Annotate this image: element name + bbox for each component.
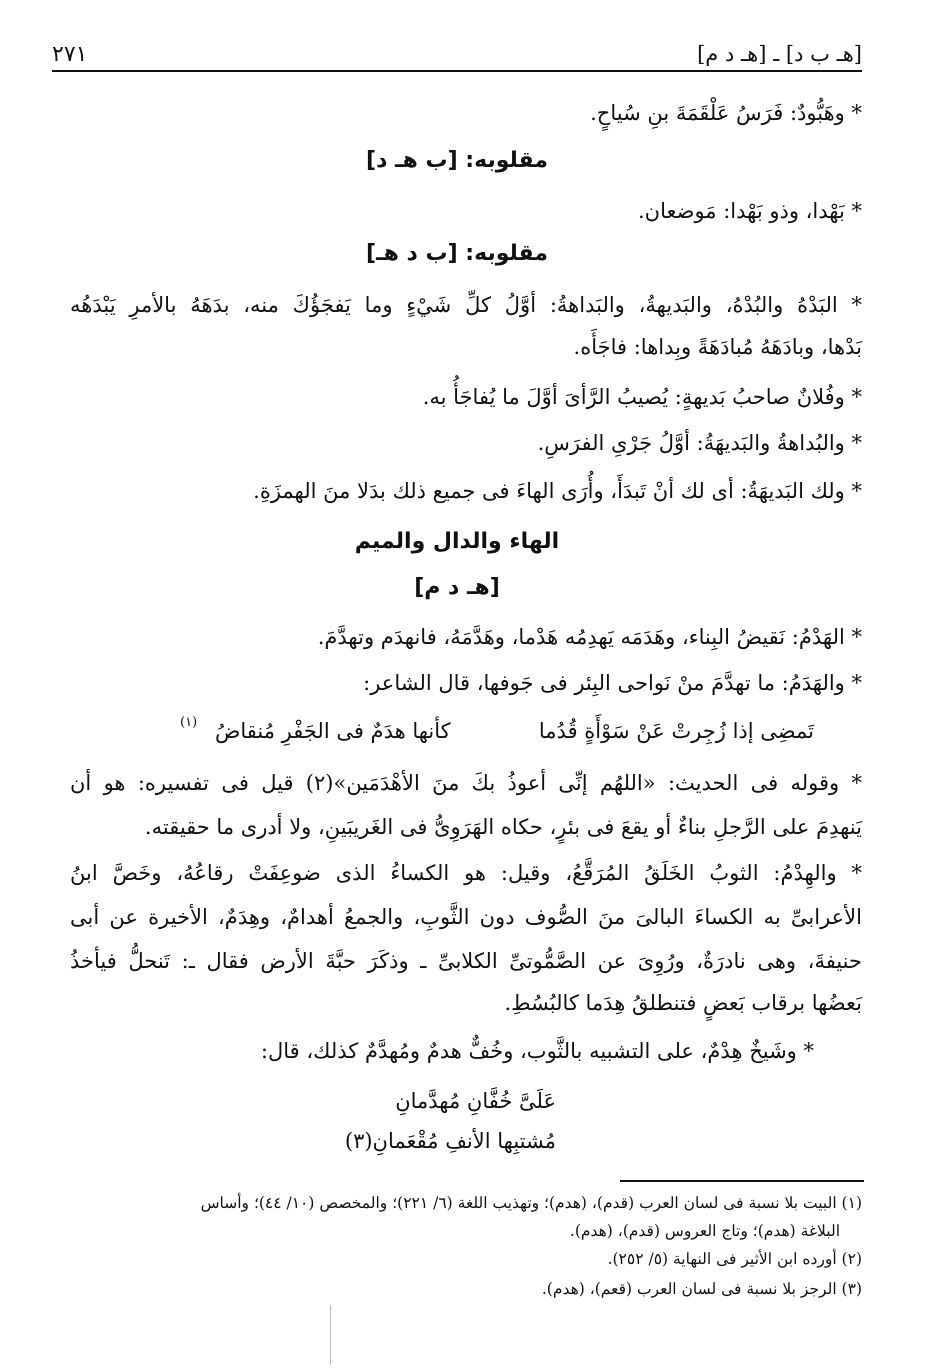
verse-second-hemistich: كأنها هدَمٌ فى الجَفْرِ مُنقاضُ bbox=[215, 719, 451, 743]
binding-shadow bbox=[330, 1305, 331, 1365]
footnote-2: (٢) أورده ابن الأثير فى النهاية (٥/ ٢٥٢). bbox=[607, 1250, 862, 1268]
entry-hidm-line3: حنيفةَ، وهى نادرَةٌ، ورُوِىَ عن الصَّمُّوتىِّ الكلابىِّ ـ وذكَرَ حبَّةَ الأرض فقال ـ: تَنحلُّ فيأخذُ bbox=[70, 949, 862, 973]
running-header bbox=[52, 40, 862, 72]
entry-habbud: * وهَبُّودٌ: فَرَسُ عَلْقَمَةَ بنِ سُياحٍ. bbox=[590, 101, 862, 125]
footnote-3: (٣) الرجز بلا نسبة فى لسان العرب (قعم)، (هدم). bbox=[541, 1280, 862, 1298]
entry-hidm-line2: الأعرابىِّ به الكساءَ البالىَ منَ الصُّوف دون الثَّوبِ، والجمعُ أهدامٌ، وهِدَمٌ، الأخيرة عن أبى bbox=[70, 905, 862, 929]
footnote-1-line2: البلاغة (هدم)؛ وتاج العروس (قدم)، (هدم). bbox=[569, 1222, 840, 1240]
entry-hadith-line2: يَنهدِمَ على الرَّجلِ بناءٌ أو يقعَ فى بئرٍ، حكاه الهَرَوِىُّ فى الغَريبَينِ، ولا أدرى ما حقيقته. bbox=[144, 815, 862, 839]
entry-badh-line1: * البَدْهُ والبُدْهُ، والبَديهةُ، والبَداهةُ: أوَّلُ كلِّ شَيْءٍ وما يَفجَؤُكَ منه، بدَهَهُ بالأمرِ يَبْدَهُه bbox=[70, 293, 862, 317]
footnote-divider bbox=[620, 1180, 864, 1182]
entry-hidm-line4: بَعضُها برقاب بَعضٍ فتنطلقُ هِدَما كالبُسُطِ. bbox=[504, 991, 862, 1015]
verse-first-hemistich: تَمضِى إذا زُجِرتْ عَنْ سَوْأَةٍ قُدُما bbox=[538, 719, 814, 743]
chapter-heading-h-d-m: الهاء والدال والميم bbox=[354, 529, 560, 554]
entry-bahda: * بَهْدا، وذو بَهْدا: مَوضعان. bbox=[637, 199, 862, 223]
entry-badiha-sahib: * وفُلانٌ صاحبُ بَديهةٍ: يُصيبُ الرَّأىَ أوَّلَ ما يُفاجَأُ به. bbox=[422, 385, 862, 409]
entry-shaykh-hidm: * وشَيخٌ هِدْمٌ، على التشبيه بالثَّوب، وخُفٌّ هدمٌ ومُهدَّمٌ كذلك، قال: bbox=[260, 1039, 814, 1063]
section-heading-b-h-d: مقلوبه: [ب هـ د] bbox=[366, 148, 548, 173]
rajaz-line-2: مُشتبِها الأنفِ مُقْعَمانِ(٣) bbox=[344, 1129, 556, 1153]
section-heading-b-d-h: مقلوبه: [ب د هـ] bbox=[366, 241, 548, 266]
entry-hidm-line1: * والهِدْمُ: الثوبُ الخَلَقُ المُرَقَّعُ، وقيل: هو الكساءُ الذى ضوعِفَتْ رقاعُهُ، وخَصَّ ابنُ bbox=[70, 861, 862, 885]
footnote-1-line1: (١) البيت بلا نسبة فى لسان العرب (قدم)، (هدم)؛ وتهذيب اللغة (٦/ ٢٢١)؛ والمخصص (١٠/ ٤٤)؛ وأساس bbox=[200, 1194, 862, 1212]
root-heading-h-d-m: [هـ د م] bbox=[414, 575, 500, 600]
entry-hadith-line1: * وقوله فى الحديث: «اللهُم إنِّى أعوذُ بكَ منَ الأهْدَمَين»(٢) قيل فى تفسيره: هو أن bbox=[70, 771, 862, 795]
entry-laka-albadiha: * ولك البَديهَةُ: أى لك أنْ تَبدَأَ، وأُرَى الهاءَ فى جميع ذلك بدَلا منَ الهمزَةِ. bbox=[253, 479, 862, 503]
entry-hadam: * والهَدَمُ: ما تهدَّمَ منْ نَواحى البِئر فى جَوفها، قال الشاعر: bbox=[363, 671, 862, 695]
entry-hadm: * الهَدْمُ: نَقيضُ البِناء، وهَدَمَه يَهدِمُه هَدْما، وهَدَّمَهُ، فانهدَم وتهدَّمَ. bbox=[317, 625, 862, 649]
page-number: ٢٧١ bbox=[52, 42, 88, 67]
footnote-marker-1: (١) bbox=[180, 715, 198, 730]
rajaz-line-1: عَلَىَّ خُفَّانِ مُهدَّمانِ bbox=[395, 1089, 556, 1113]
header-root-range: [هـ ب د] ـ [هـ د م] bbox=[697, 42, 862, 66]
entry-budaha-faras: * والبُداهةُ والبَديهَةُ: أوَّلُ جَرْىِ الفرَسِ. bbox=[537, 431, 862, 455]
entry-badh-line2: بَدْها، وبادَهَهُ مُبادَهَةً وبِداها: فاجَأَه. bbox=[573, 335, 862, 359]
